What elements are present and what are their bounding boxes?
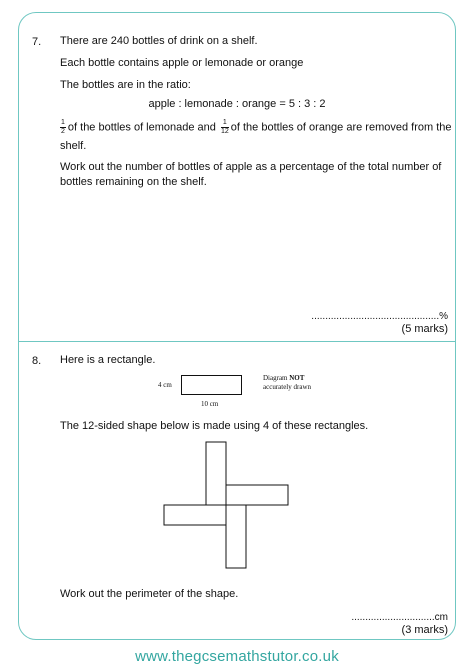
fraction-one-half: $\frac{1}{2}$ xyxy=(61,119,65,135)
q8-line1: Here is a rectangle. xyxy=(60,354,156,366)
shape-rectangle-right xyxy=(226,485,288,505)
q8-line2: The 12-sided shape below is made using 4 of these rectangles. xyxy=(60,420,369,432)
single-rectangle xyxy=(181,375,242,395)
diagram-note-suffix: accurately drawn xyxy=(263,383,311,391)
q7-number: 7. xyxy=(32,36,42,48)
footer-website[interactable]: www.thegcsemathstutor.co.uk xyxy=(135,648,339,665)
q7-work-line2: bottles remaining on the shelf. xyxy=(60,176,207,188)
q7-text-a: of the bottles of lemonade and xyxy=(67,121,216,134)
q7-removal-line xyxy=(58,119,452,136)
q7-line2: Each bottle contains apple or lemonade or orange xyxy=(60,57,304,69)
fraction-one-twelfth: $\frac{1}{12}$ xyxy=(220,119,229,135)
q8-number: 8. xyxy=(32,355,42,367)
rectangle-height-label: 4 cm xyxy=(158,381,172,389)
shape-rectangle-top xyxy=(206,442,226,505)
shape-rectangle-bottom xyxy=(226,505,246,568)
q7-line1: There are 240 bottles of drink on a shelf. xyxy=(60,35,258,47)
q8-marks: (3 marks) xyxy=(401,624,448,636)
q7-text-c: shelf. xyxy=(60,140,87,152)
question-divider xyxy=(18,341,456,342)
diagram-note xyxy=(263,374,311,392)
q7-answer-line[interactable]: ..............................................% xyxy=(311,311,448,322)
diagram-note-not: NOT xyxy=(289,374,305,382)
q7-marks: (5 marks) xyxy=(401,323,448,335)
q8-work: Work out the perimeter of the shape. xyxy=(60,588,239,600)
q8-answer-line[interactable]: ..............................cm xyxy=(351,612,448,623)
shape-rectangle-left xyxy=(164,505,226,525)
diagram-note-prefix: Diagram xyxy=(263,374,288,382)
q7-text-b: of the bottles of orange are removed from the xyxy=(230,121,452,134)
q7-ratio: apple : lemonade : orange = 5 : 3 : 2 xyxy=(148,98,326,110)
rectangle-width-label: 10 cm xyxy=(201,400,219,408)
q7-work-line1: Work out the number of bottles of apple as a percentage of the total number of xyxy=(60,161,442,173)
q7-line3: The bottles are in the ratio: xyxy=(60,79,191,91)
twelve-sided-shape xyxy=(160,438,292,572)
